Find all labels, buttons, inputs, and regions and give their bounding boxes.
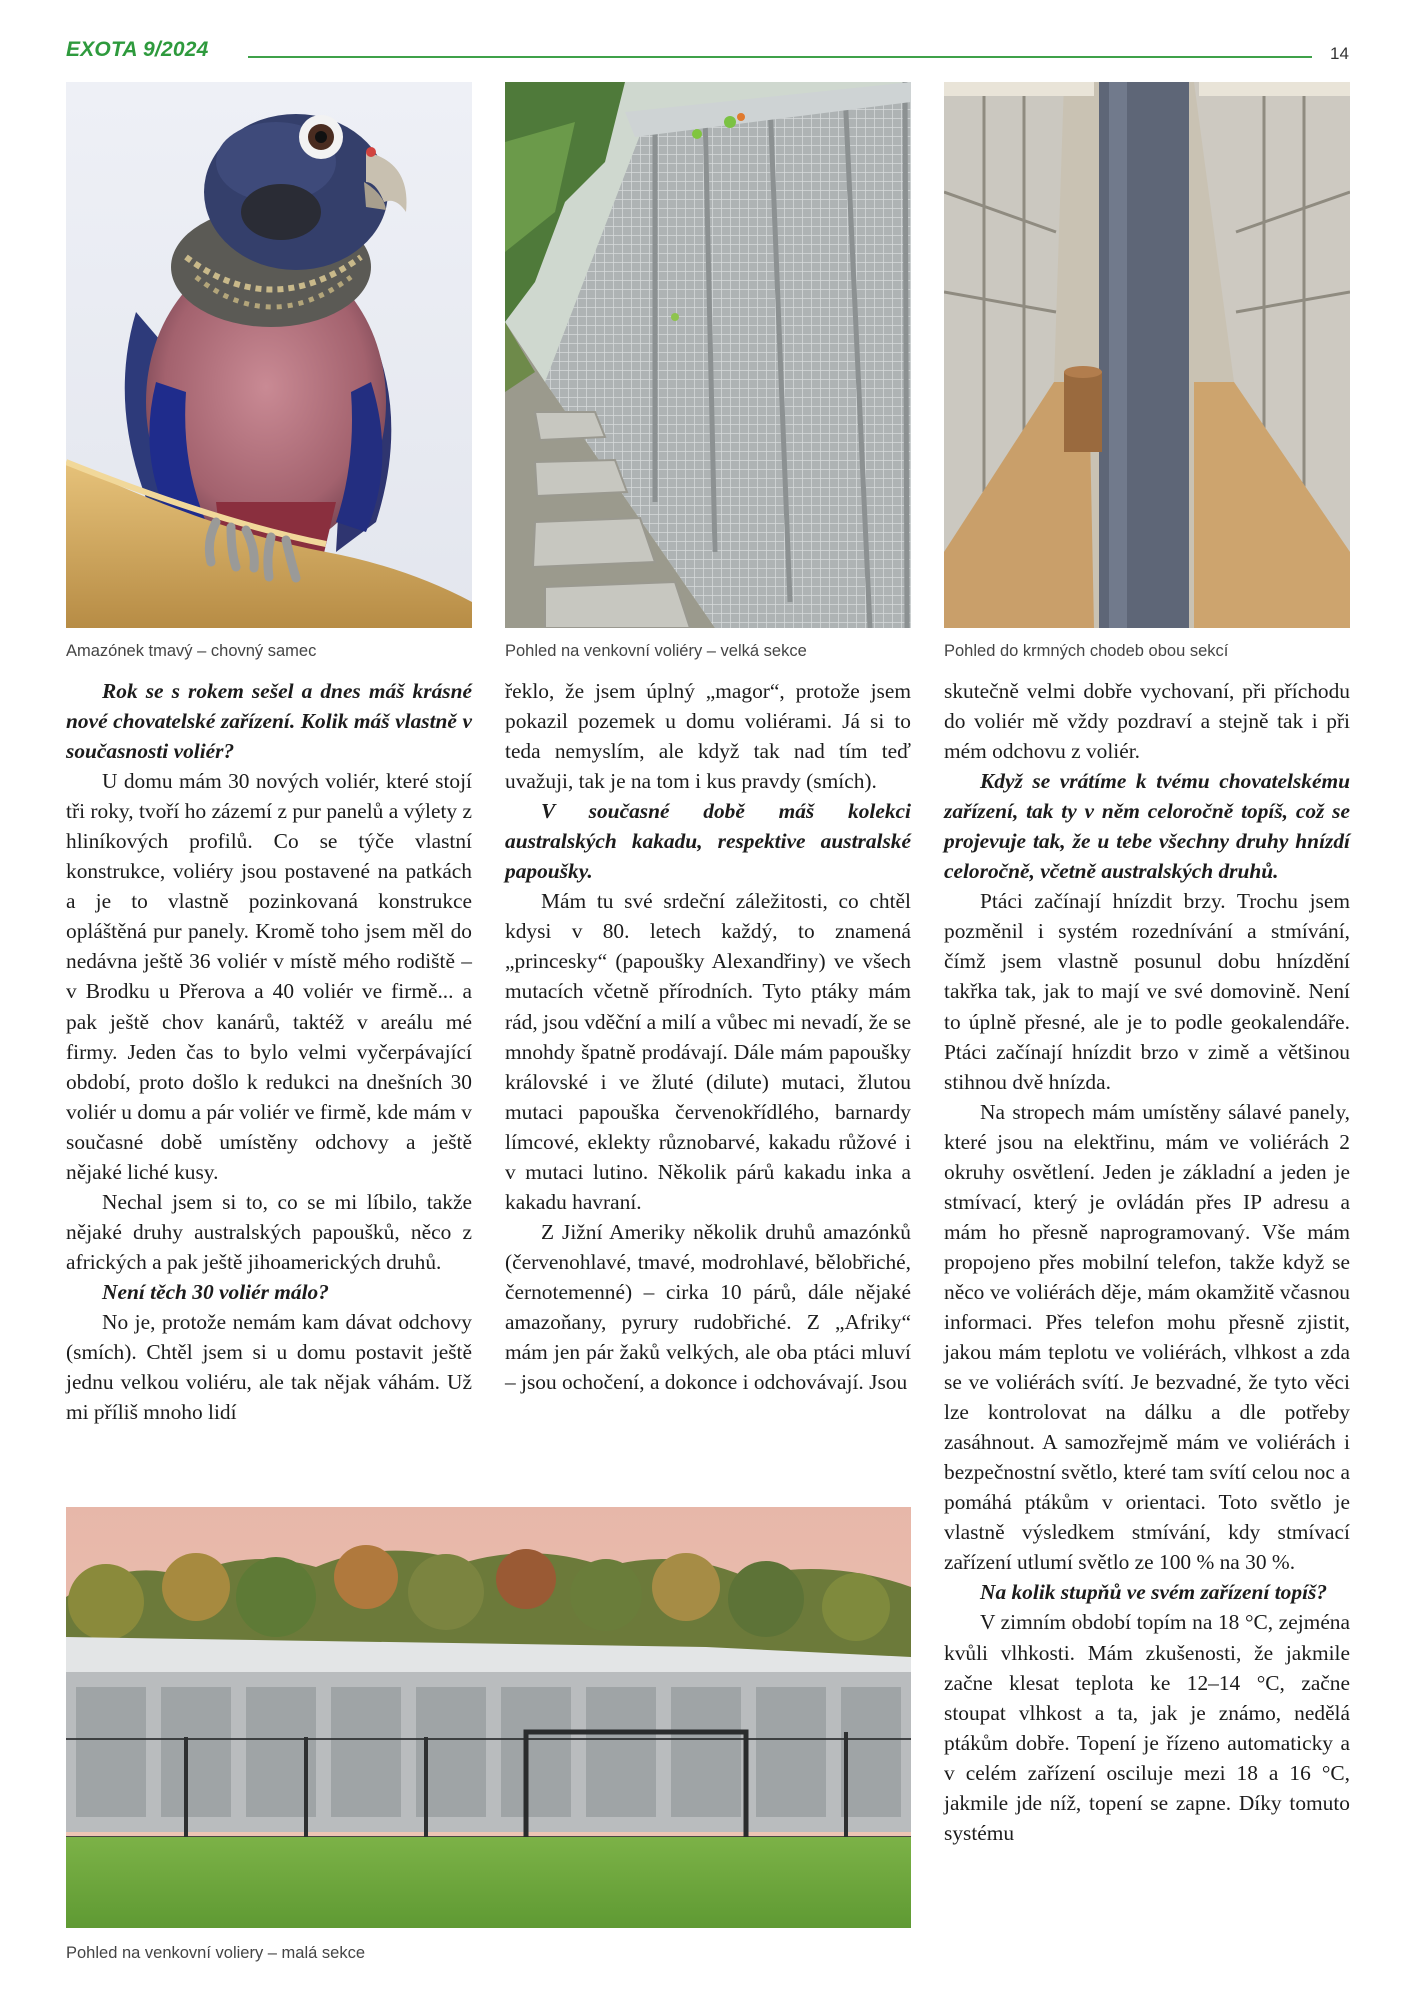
interview-question: Na kolik stupňů ve svém zařízení topíš? — [980, 1580, 1328, 1605]
photo-parrot — [66, 82, 472, 628]
photo-outdoor-large-section — [505, 82, 911, 628]
interview-answer-continued: řeklo, že jsem úplný „magor“, protože jsem pokazil pozemek u domu voliérami. Já si to teda nemyslím, ale když tak nad tím teď uvažuji, tak je na tom i kus pravdy (smích). — [505, 679, 911, 794]
interview-question: Když se vrátíme k tvému chovatelskému zařízení, tak ty v něm celoročně topíš, což se projevuje tak, že u tebe všechny druhy hnízdí celoročně, včetně australských druhů. — [944, 769, 1350, 884]
magazine-issue: EXOTA 9/2024 — [66, 38, 209, 61]
interview-answer: V zimním období topím na 18 °C, zejména kvůli vlhkosti. Mám zkušenosti, že jakmile začne klesat teplota ke 12–14 °C, začne stoupat vlhkost a ta, jak je známo, nedělá ptákům dobře. Topení je řízeno automaticky a v celém zařízení osciluje mezi 18 a 16 °C, jakmile jde níž, topení se zapne. Díky tomuto systému — [944, 1610, 1350, 1845]
interview-question: Není těch 30 voliér málo? — [102, 1279, 329, 1304]
caption-feeding-corridors: Pohled do krmných chodeb obou sekcí — [944, 642, 1229, 660]
caption-parrot: Amazónek tmavý – chovný samec — [66, 642, 317, 660]
interview-answer: Z Jižní Ameriky několik druhů amazónků (červenohlavé, tmavé, modrohlavé, bělobřiché, černotemenné) – cirka 10 párů, dále nějaké amazoňany, pyrury rudobřiché. Z „Afriky“ mám jen pár žaků velkých, ale oba ptáci mluví – jsou ochočení, a dokonce i odchovávají. Jsou — [505, 1219, 911, 1395]
interview-question: Rok se s rokem sešel a dnes máš krásné nové chovatelské zařízení. Kolik máš vlastně v současnosti voliér? — [66, 679, 472, 764]
interview-question: V současné době máš kolekci australských kakadu, respektive australské papoušky. — [505, 799, 911, 884]
header-rule — [248, 56, 1312, 58]
article-column-1 — [66, 676, 472, 1427]
page-number: 14 — [1330, 44, 1349, 63]
interview-answer: Ptáci začínají hnízdit brzy. Trochu jsem pozměnil i systém rozednívání a stmívání, čímž jsem vlastně posunul dobu hnízdění takřka tak, jak to mají ve své domovině. Není to úplně přesné, ale je to podle geokalendáře. Ptáci začínají hnízdit brzo v zimě a většinou stihnou dvě hnízda. — [944, 889, 1350, 1094]
interview-answer: Na stropech mám umístěny sálavé panely, které jsou na elektřinu, mám ve voliérách 2 okruhy osvětlení. Jeden je základní a jeden je stmívací, který je ovládán přes IP adresu a mám ho přesně naprogramovaný. Vše mám propojeno přes mobilní telefon, takže když se něco ve voliérách děje, mám okamžitě včasnou informaci. Přes telefon mohu přesně zjistit, jakou mám teplotu ve voliérách, vlhkost a zda se ve voliérách svítí. Je bezvadné, že tyto věci lze kontrolovat na dálku a dle potřeby zasáhnout. A samozřejmě mám ve voliérách i bezpečnostní světlo, které tam svítí celou noc a pomáhá ptákům v orientaci. Toto světlo je vlastně výsledkem stmívání, kdy stmívací zařízení utlumí světlo ze 100 % na 30 %. — [944, 1099, 1350, 1575]
caption-outdoor-large-section: Pohled na venkovní voliéry – velká sekce — [505, 642, 807, 660]
interview-answer: U domu mám 30 nových voliér, které stojí tři roky, tvoří ho zázemí z pur panelů a výlety z hliníkových profilů. Co se týče vlastní konstrukce, voliéry jsou postavené na patkách a je to vlastně pozinkovaná konstrukce opláštěná pur panely. Kromě toho jsem měl do nedávna ještě 36 voliér v místě mého rodiště – v Brodku u Přerova a 40 voliér ve firmě... a pak ještě chov kanárů, taktéž v areálu mé firmy. Jeden čas to bylo velmi vyčerpávající období, proto došlo k redukci na dnešních 30 voliér u domu a pár voliér ve firmě, kde mám v současné době umístěny odchovy a ještě nějaké liché kusy. — [66, 769, 472, 1184]
caption-outdoor-small-section: Pohled na venkovní voliery – malá sekce — [66, 1944, 365, 1962]
interview-answer: Mám tu své srdeční záležitosti, co chtěl kdysi v 80. letech každý, to znamená „princesky“ (papoušky Alexandřiny) ve všech mutacích včetně přírodních. Tyto ptáky mám rád, jsou vděční a milí a vůbec mi nevadí, že se mnohdy špatně prodávají. Dále mám papoušky královské i ve žluté (dilute) mutaci, žlutou mutaci papouška červenokřídlého, barnardy límcové, eklekty různobarvé, kakadu růžové i v mutaci lutino. Několik párů kakadu inka a kakadu havraní. — [505, 889, 911, 1214]
photo-feeding-corridors — [944, 82, 1350, 628]
photo-outdoor-small-section — [66, 1507, 911, 1928]
article-column-3 — [944, 676, 1350, 1848]
interview-answer: Nechal jsem si to, co se mi líbilo, takže nějaké druhy australských papoušků, něco z afrických a pak ještě jihoamerických druhů. — [66, 1189, 472, 1274]
article-column-2 — [505, 676, 911, 1397]
interview-answer: No je, protože nemám kam dávat odchovy (smích). Chtěl jsem si u domu postavit ještě jednu velkou voliéru, ale tak nějak váhám. Už mi příliš mnoho lidí — [66, 1309, 472, 1425]
interview-answer-continued: skutečně velmi dobře vychovaní, při příchodu do voliér mě vždy pozdraví a stejně tak i při mém odchovu z voliér. — [944, 679, 1350, 764]
